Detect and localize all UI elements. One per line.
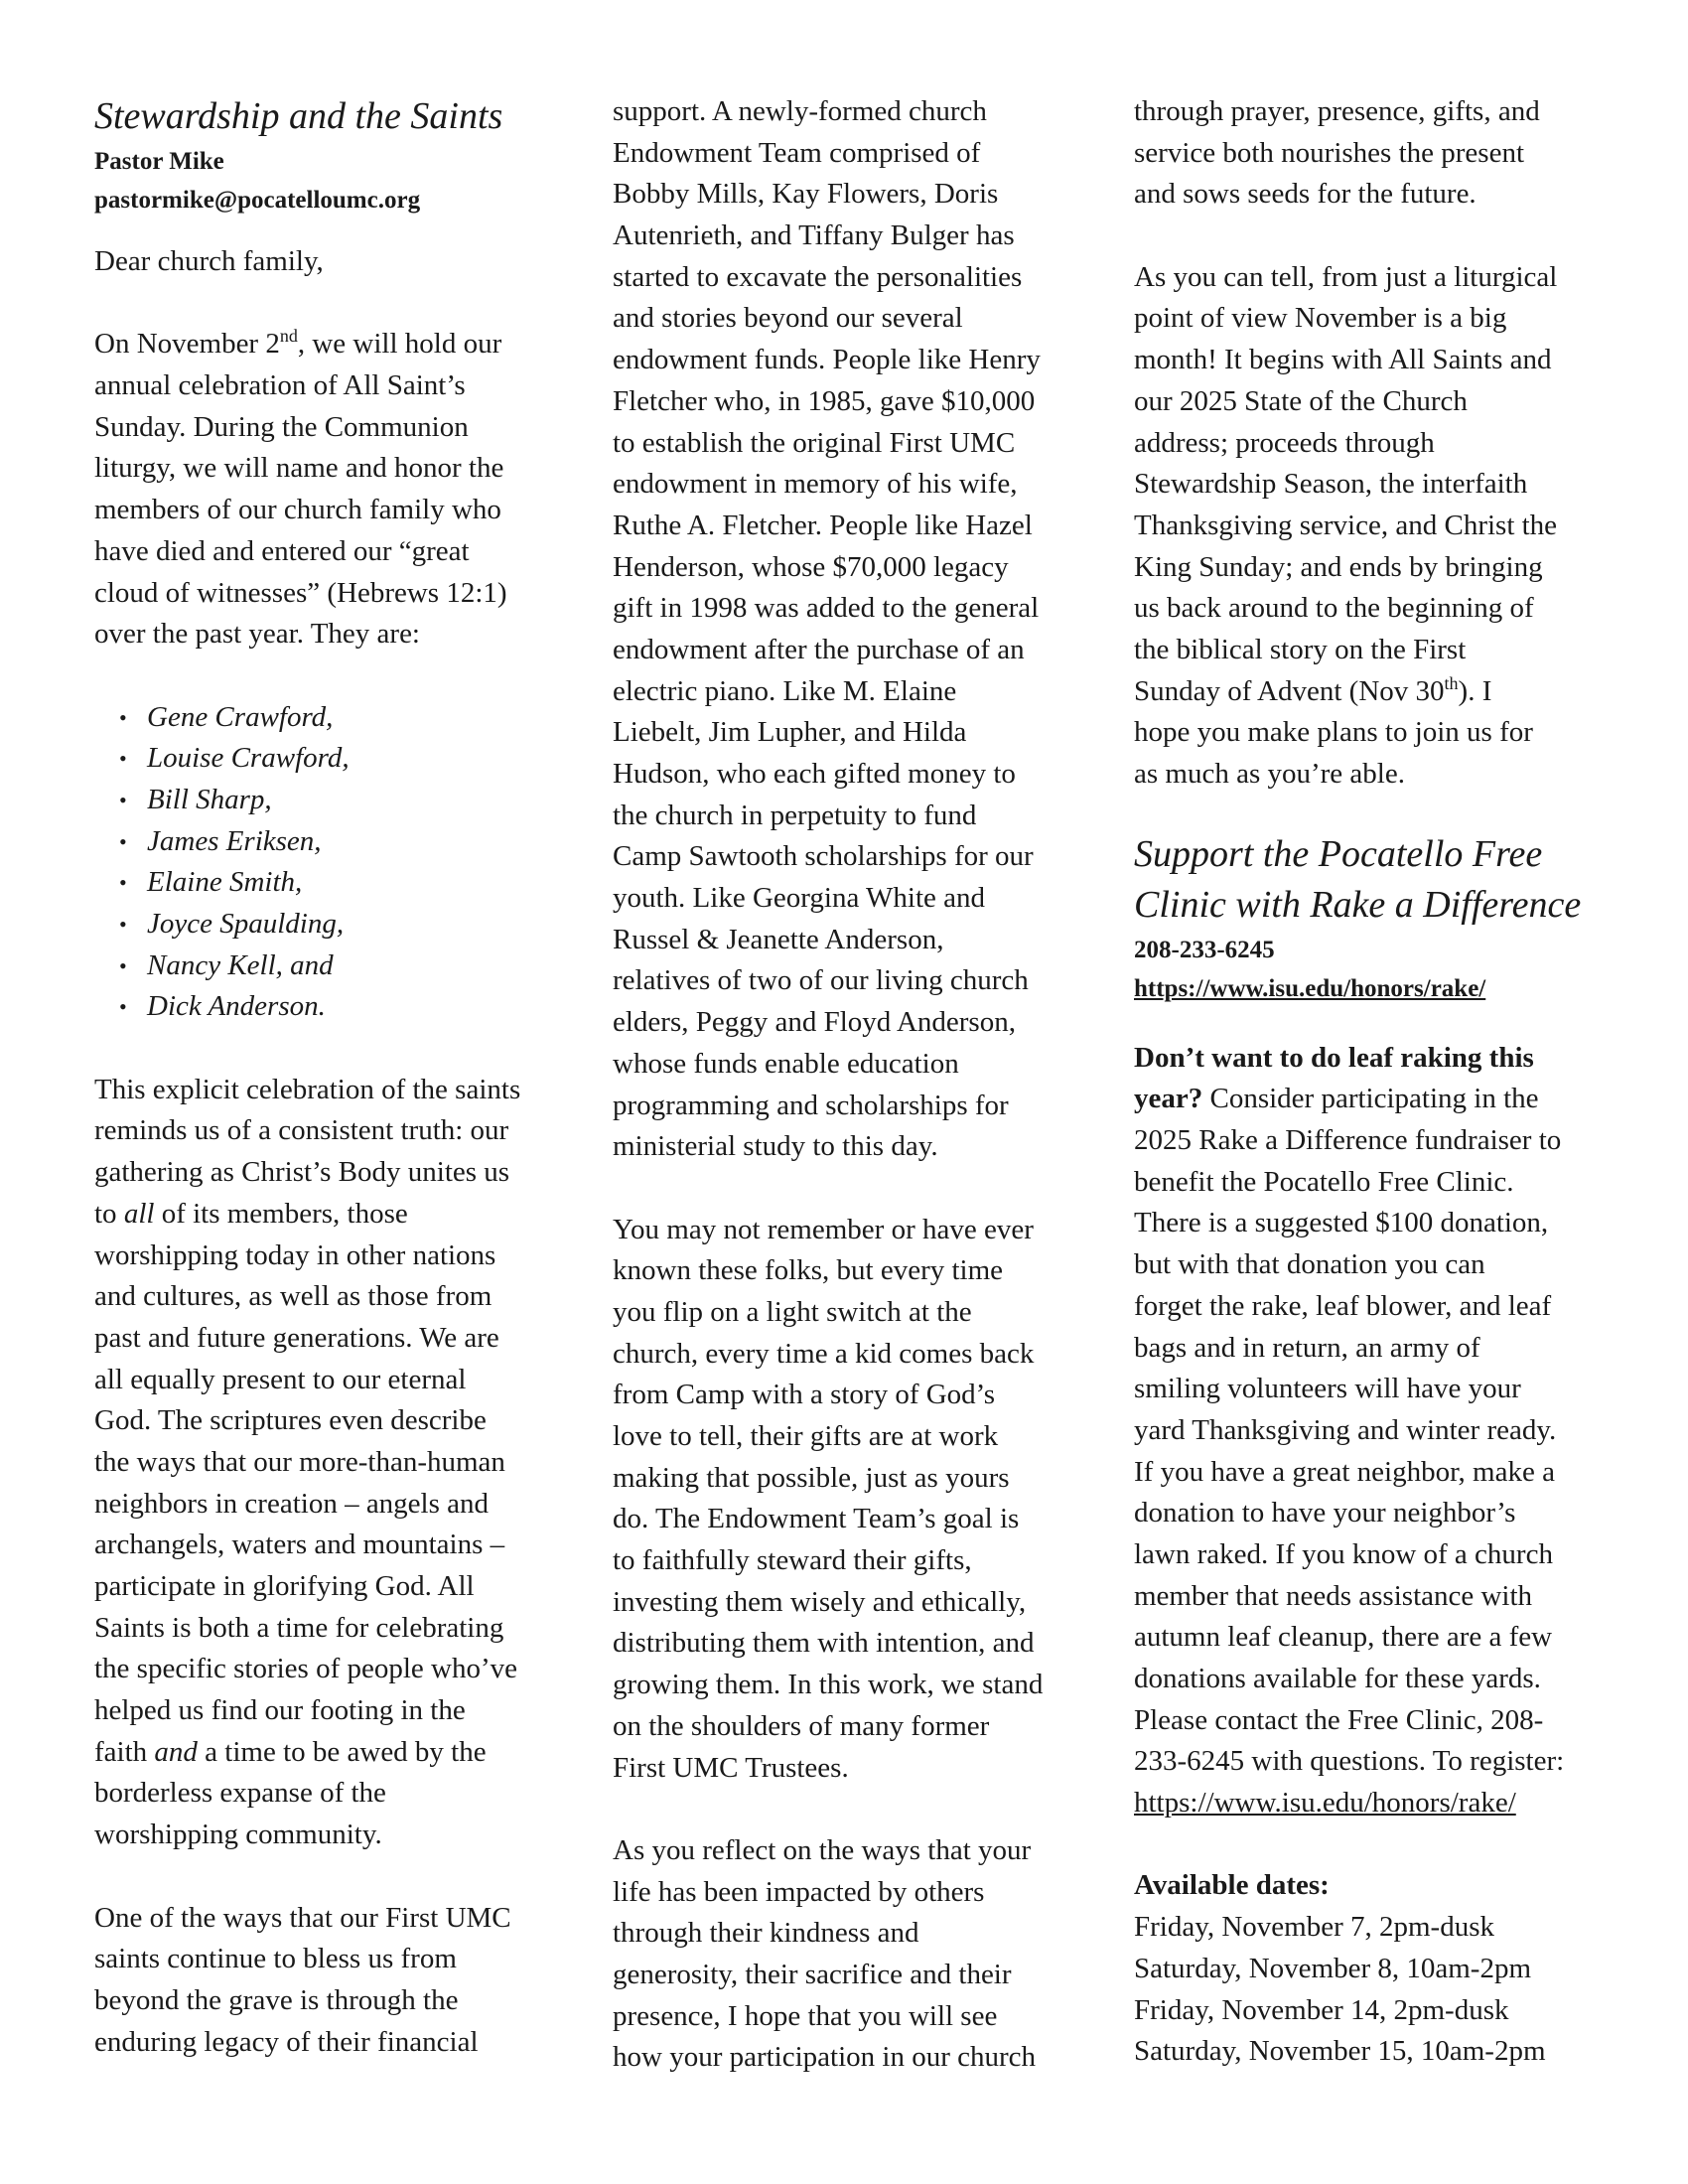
saint-name: Gene Crawford,	[147, 700, 334, 733]
paragraph-line: beyond the grave is through the	[94, 1983, 459, 2016]
column-1	[94, 91, 581, 2063]
paragraph-line: donations available for these yards.	[1134, 1663, 1541, 1694]
paragraph-line: Camp Sawtooth scholarships for our	[613, 840, 1034, 873]
paragraph-line: our 2025 State of the Church	[1134, 384, 1468, 417]
saint-list-item	[94, 986, 581, 1028]
paragraph-line: benefit the Pocatello Free Clinic.	[1134, 1165, 1514, 1198]
saint-name: James Eriksen,	[147, 824, 322, 857]
paragraph-line: saints continue to bless us from	[94, 1943, 457, 1975]
paragraph-line: Autenrieth, and Tiffany Bulger has	[613, 219, 1015, 252]
paragraph-line: member that needs assistance with	[1134, 1579, 1533, 1612]
paragraph-line: gathering as Christ’s Body unites us	[94, 1156, 510, 1189]
paragraph-line: members of our church family who	[94, 494, 501, 526]
paragraph-line: First UMC Trustees.	[613, 1751, 849, 1784]
paragraph-line: annual celebration of All Saint’s	[94, 369, 466, 402]
paragraph-line: support. A newly-formed church	[613, 95, 987, 127]
paragraph-line: the church in perpetuity to fund	[613, 799, 977, 831]
paragraph-line: month! It begins with All Saints and	[1134, 344, 1552, 376]
paragraph-line: whose funds enable education	[613, 1047, 959, 1080]
paragraph-line: yard Thanksgiving and winter ready.	[1134, 1413, 1557, 1446]
dates-list	[1134, 1907, 1650, 2073]
paragraph-line: reminds us of a consistent truth: our	[94, 1114, 509, 1147]
paragraph-line: and stories beyond our several	[613, 302, 963, 335]
paragraph-line: growing them. In this work, we stand	[613, 1669, 1044, 1701]
paragraph-line: As you can tell, from just a liturgical	[1134, 260, 1558, 293]
paragraph-line: and sows seeds for the future.	[1134, 178, 1477, 211]
paragraph-line: Saturday, November 15, 10am-2pm	[1134, 2035, 1546, 2068]
paragraph-line: King Sunday; and ends by bringing	[1134, 550, 1543, 583]
paragraph-line: Ruthe A. Fletcher. People like Hazel	[613, 509, 1033, 541]
paragraph-prayer	[1134, 91, 1650, 216]
bullet-icon: •	[119, 870, 127, 896]
paragraph-line: Please contact the Free Clinic, 208-	[1134, 1703, 1544, 1736]
paragraph-line: Don’t want to do leaf raking this	[1134, 1041, 1534, 1074]
paragraph-line: Friday, November 14, 2pm-dusk	[1134, 1993, 1509, 2026]
paragraph-line: You may not remember or have ever	[613, 1213, 1034, 1245]
paragraph-line: making that possible, just as yours	[613, 1461, 1010, 1494]
paragraph-line: elders, Peggy and Floyd Anderson,	[613, 1006, 1016, 1039]
paragraph-line: address; proceeds through	[1134, 426, 1435, 459]
paragraph-line: started to excavate the personalities	[613, 260, 1023, 293]
bullet-icon: •	[119, 704, 127, 730]
paragraph-line: worshipping community.	[94, 1819, 382, 1851]
paragraph-line: to establish the original First UMC	[613, 426, 1016, 459]
saint-list-item	[94, 821, 581, 863]
paragraph-folks	[613, 1210, 1109, 1790]
saint-list-item	[94, 904, 581, 946]
paragraph-reflect	[613, 1830, 1109, 2079]
saint-name: Elaine Smith,	[147, 866, 303, 899]
paragraph-line: Saturday, November 8, 10am-2pm	[1134, 1952, 1531, 1984]
saint-list-item	[94, 738, 581, 780]
paragraph-line: Endowment Team comprised of	[613, 136, 981, 169]
paragraph-line: There is a suggested $100 donation,	[1134, 1207, 1549, 1239]
paragraph-line: Sunday of Advent (Nov 30th). I	[1134, 672, 1492, 707]
paragraph-line: forget the rake, leaf blower, and leaf	[1134, 1289, 1552, 1322]
clinic-title-line-2: Clinic with Rake a Difference	[1134, 883, 1582, 926]
paragraph-line: as much as you’re able.	[1134, 758, 1405, 790]
column-3	[1134, 91, 1650, 2073]
paragraph-line: 233-6245 with questions. To register:	[1134, 1745, 1565, 1778]
paragraph-line: through prayer, presence, gifts, and	[1134, 95, 1540, 127]
paragraph-line: borderless expanse of the	[94, 1777, 386, 1810]
paragraph-line: service both nourishes the present	[1134, 136, 1525, 169]
clinic-title-line-1: Support the Pocatello Free	[1134, 832, 1543, 875]
paragraph-line: year? Consider participating in the	[1134, 1083, 1539, 1115]
paragraph-line: distributing them with intention, and	[613, 1627, 1035, 1660]
paragraph-line: smiling volunteers will have your	[1134, 1373, 1521, 1405]
paragraph-line: Henderson, whose $70,000 legacy	[613, 550, 1009, 583]
greeting: Dear church family,	[94, 245, 324, 277]
paragraph-line: Sunday. During the Communion	[94, 410, 469, 443]
paragraph-line: how your participation in our church	[613, 2041, 1037, 2074]
paragraph-november	[1134, 257, 1650, 671]
paragraph-line: but with that donation you can	[1134, 1248, 1485, 1281]
paragraph-line: the ways that our more-than-human	[94, 1445, 505, 1478]
paragraph-line: to faithfully steward their gifts,	[613, 1544, 972, 1577]
paragraph-november-end	[1134, 712, 1650, 795]
paragraph-line: to all of its members, those	[94, 1197, 408, 1230]
paragraph-line: bags and in return, an army of	[1134, 1331, 1480, 1364]
paragraph-line: electric piano. Like M. Elaine	[613, 674, 957, 707]
paragraph-line: lawn raked. If you know of a church	[1134, 1537, 1553, 1570]
paragraph-2	[94, 1236, 581, 1732]
paragraph-line: This explicit celebration of the saints	[94, 1073, 521, 1105]
paragraph-line: generosity, their sacrifice and their	[613, 1958, 1012, 1990]
paragraph-line: the specific stories of people who’ve	[94, 1653, 517, 1685]
clinic-url-link[interactable]: https://www.isu.edu/honors/rake/	[1134, 974, 1486, 1002]
paragraph-line: endowment in memory of his wife,	[613, 468, 1018, 501]
paragraph-line: archangels, waters and mountains –	[94, 1529, 505, 1561]
paragraph-line: As you reflect on the ways that your	[613, 1833, 1032, 1866]
paragraph-line: Bobby Mills, Kay Flowers, Doris	[613, 178, 999, 211]
bullet-icon: •	[119, 912, 127, 937]
paragraph-line: If you have a great neighbor, make a	[1134, 1455, 1555, 1488]
paragraph-line: Thanksgiving service, and Christ the	[1134, 509, 1558, 541]
saint-list-item	[94, 862, 581, 904]
paragraph-line: hope you make plans to join us for	[1134, 716, 1533, 749]
article-title: Stewardship and the Saints	[94, 95, 503, 137]
bullet-icon: •	[119, 952, 127, 978]
paragraph-line: on the shoulders of many former	[613, 1709, 990, 1742]
paragraph-line: neighbors in creation – angels and	[94, 1487, 490, 1520]
paragraph-line: love to tell, their gifts are at work	[613, 1420, 999, 1452]
saint-name: Bill Sharp,	[147, 783, 272, 815]
bullet-icon: •	[119, 746, 127, 772]
saint-list-item	[94, 697, 581, 739]
paragraph-line: relatives of two of our living church	[613, 964, 1029, 997]
paragraph-line: life has been impacted by others	[613, 1875, 985, 1908]
register-url-link[interactable]: https://www.isu.edu/honors/rake/	[1134, 1787, 1516, 1820]
paragraph-line: Friday, November 7, 2pm-dusk	[1134, 1911, 1494, 1944]
paragraph-line: Hudson, who each gifted money to	[613, 758, 1016, 790]
paragraph-line: known these folks, but every time	[613, 1254, 1004, 1287]
paragraph-line: On November 2nd, we will hold our	[94, 326, 502, 361]
column-2	[613, 91, 1109, 2079]
paragraph-line: church, every time a kid comes back	[613, 1337, 1035, 1370]
bullet-icon: •	[119, 787, 127, 812]
paragraph-line: Stewardship Season, the interfaith	[1134, 468, 1528, 501]
paragraph-line: us back around to the beginning of	[1134, 592, 1534, 625]
paragraph-3	[94, 1898, 581, 2064]
paragraph-line: over the past year. They are:	[94, 618, 420, 651]
paragraph-2-end	[94, 1773, 581, 1855]
paragraph-line: Liebelt, Jim Lupher, and Hilda	[613, 716, 967, 749]
paragraph-line: worshipping today in other nations	[94, 1238, 496, 1271]
paragraph-line: endowment funds. People like Henry	[613, 344, 1041, 376]
author-name: Pastor Mike	[94, 148, 224, 175]
paragraph-line: donation to have your neighbor’s	[1134, 1497, 1516, 1529]
paragraph-line: God. The scriptures even describe	[94, 1404, 487, 1437]
paragraph-line: faith and a time to be awed by the	[94, 1735, 487, 1768]
paragraph-line: autumn leaf cleanup, there are a few	[1134, 1621, 1553, 1654]
paragraph-line: all equally present to our eternal	[94, 1363, 467, 1395]
paragraph-endowment	[613, 91, 1109, 1168]
saint-name: Louise Crawford,	[147, 742, 350, 775]
paragraph-line: through their kindness and	[613, 1917, 919, 1950]
saint-list-item	[94, 780, 581, 821]
paragraph-line: programming and scholarships for	[613, 1089, 1009, 1121]
paragraph-line: from Camp with a story of God’s	[613, 1379, 996, 1411]
clinic-phone: 208-233-6245	[1134, 936, 1275, 963]
bullet-icon: •	[119, 994, 127, 1020]
paragraph-line: the biblical story on the First	[1134, 633, 1467, 665]
paragraph-line: Saints is both a time for celebrating	[94, 1611, 504, 1644]
paragraph-line: and cultures, as well as those from	[94, 1280, 492, 1313]
paragraph-line: past and future generations. We are	[94, 1321, 499, 1354]
paragraph-line: cloud of witnesses” (Hebrews 12:1)	[94, 576, 507, 609]
paragraph-line: 2025 Rake a Difference fundraiser to	[1134, 1124, 1562, 1157]
saints-list	[94, 697, 581, 1029]
paragraph-line: One of the ways that our First UMC	[94, 1901, 511, 1934]
paragraph-line: gift in 1998 was added to the general	[613, 592, 1040, 625]
paragraph-line: presence, I hope that you will see	[613, 1999, 998, 2032]
saint-list-item	[94, 946, 581, 987]
saint-name: Dick Anderson.	[147, 990, 326, 1023]
paragraph-line: enduring legacy of their financial	[94, 2025, 479, 2058]
dates-label: Available dates:	[1134, 1869, 1330, 1902]
paragraph-line: Russel & Jeanette Anderson,	[613, 923, 944, 955]
saint-name: Joyce Spaulding,	[147, 908, 345, 940]
paragraph-1	[94, 365, 581, 655]
saint-name: Nancy Kell, and	[147, 948, 334, 981]
paragraph-line: Fletcher who, in 1985, gave $10,000	[613, 384, 1036, 417]
paragraph-line: you flip on a light switch at the	[613, 1295, 972, 1328]
paragraph-line: endowment after the purchase of an	[613, 633, 1025, 665]
author-email[interactable]: pastormike@pocatelloumc.org	[94, 187, 421, 214]
paragraph-line: have died and entered our “great	[94, 534, 470, 567]
paragraph-line: investing them wisely and ethically,	[613, 1585, 1027, 1618]
paragraph-rake	[1134, 1120, 1650, 1783]
paragraph-line: liturgy, we will name and honor the	[94, 452, 504, 485]
paragraph-line: point of view November is a big	[1134, 302, 1507, 335]
paragraph-line: participate in glorifying God. All	[94, 1570, 475, 1602]
bullet-icon: •	[119, 828, 127, 854]
paragraph-line: youth. Like Georgina White and	[613, 882, 986, 915]
paragraph-line: do. The Endowment Team’s goal is	[613, 1503, 1020, 1535]
paragraph-line: helped us find our footing in the	[94, 1694, 466, 1727]
paragraph-line: ministerial study to this day.	[613, 1130, 938, 1163]
